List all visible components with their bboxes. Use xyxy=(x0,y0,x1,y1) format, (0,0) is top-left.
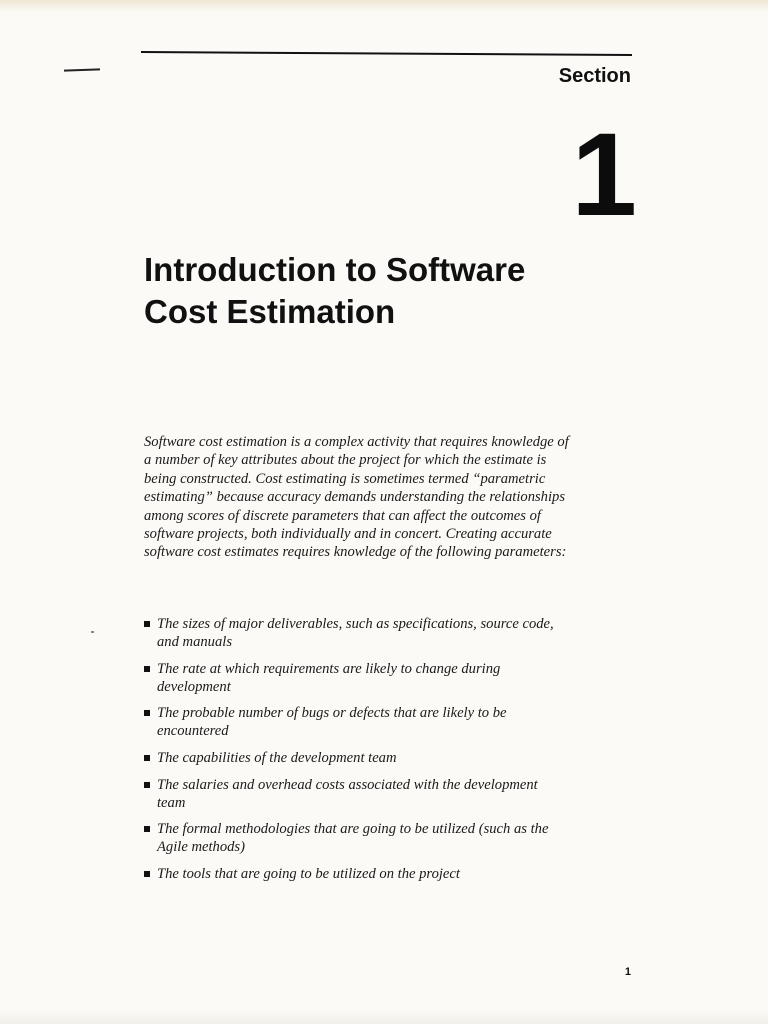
list-item xyxy=(144,865,564,883)
list-item xyxy=(144,749,564,767)
parameter-list xyxy=(144,615,564,892)
section-rule xyxy=(141,51,632,56)
bullet-icon xyxy=(144,782,150,788)
bullet-icon xyxy=(144,871,150,877)
list-item-text: The formal methodologies that are going to be utilized (such as the Agile methods) xyxy=(157,821,549,856)
margin-mark xyxy=(64,68,100,71)
list-item-text: The tools that are going to be utilized on the project xyxy=(157,866,460,883)
list-item xyxy=(144,660,564,696)
stray-mark xyxy=(91,631,94,633)
scan-top-edge xyxy=(0,0,768,12)
list-item-text: The rate at which requirements are likely to change during development xyxy=(157,660,501,695)
bullet-icon xyxy=(144,666,150,672)
bullet-icon xyxy=(144,710,150,716)
list-item xyxy=(144,704,564,740)
bullet-icon xyxy=(144,755,150,761)
section-label: Section xyxy=(558,65,631,87)
bullet-icon xyxy=(144,621,150,627)
list-item xyxy=(144,615,564,651)
list-item xyxy=(144,776,564,812)
list-item xyxy=(144,820,564,856)
scan-bottom-edge xyxy=(0,1010,768,1024)
chapter-title-line-1: Introduction to Software xyxy=(144,251,526,288)
bullet-icon xyxy=(144,826,150,832)
list-item-text: The sizes of major deliverables, such as specifications, source code, and manuals xyxy=(157,616,554,650)
chapter-title xyxy=(144,249,664,333)
list-item-text: The salaries and overhead costs associated with the development team xyxy=(157,776,538,811)
list-item-text: The probable number of bugs or defects that are likely to be encountered xyxy=(157,705,507,740)
intro-paragraph: Software cost estimation is a complex activity that requires knowledge of a number of key attributes about the project for which the estimate is being constructed. Cost estimating is sometimes termed “parametric estimating” because accuracy demands understanding the relationships among scores of discrete parameters that can affect the outcomes of software projects, both individually and in concert. Creating accurate software cost estimates requires knowledge of the following parameters: xyxy=(144,434,569,561)
chapter-title-line-2: Cost Estimation xyxy=(144,293,396,330)
section-number: 1 xyxy=(571,109,637,241)
list-item-text: The capabilities of the development team xyxy=(157,750,397,767)
page-number: 1 xyxy=(624,966,631,978)
